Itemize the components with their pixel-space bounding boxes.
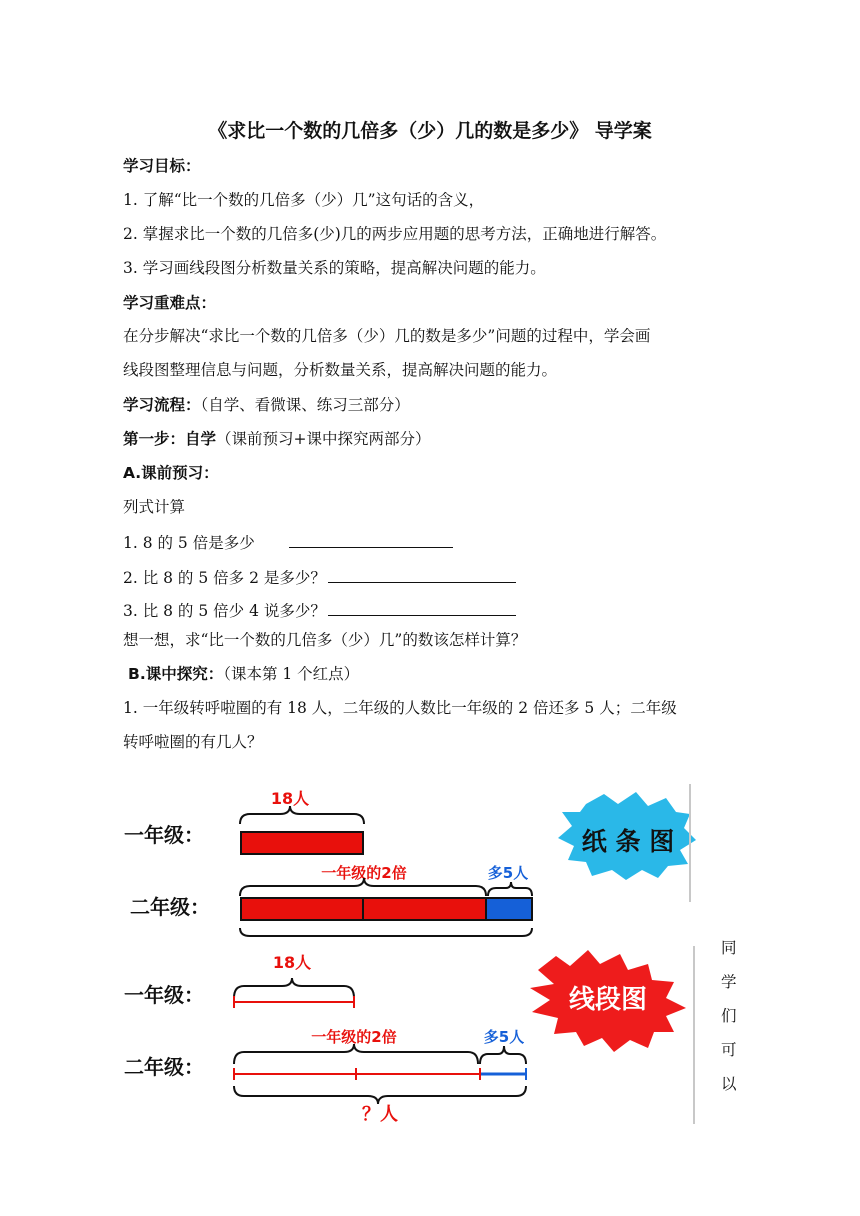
grade2-label: 二年级： — [124, 1055, 204, 1079]
double-label: 一年级的2倍 — [311, 1028, 397, 1046]
process-text: （自学、看微课、练习三部分） — [200, 396, 410, 414]
problem-line: 转呼啦圈的有几人？ — [123, 733, 263, 751]
question-text: 3. 比 8 的 5 倍少 4 说多少？ — [123, 602, 326, 620]
preview-question-2 — [123, 566, 516, 588]
double-label: 一年级的2倍 — [321, 864, 407, 882]
process-line — [123, 395, 410, 415]
side-text-char: 们 — [721, 1007, 737, 1025]
think-prompt: 想一想，求“比一个数的几倍多（少）几”的数该怎样计算？ — [123, 631, 527, 649]
total-brace — [240, 928, 532, 936]
grade1-count-label: 18人 — [272, 953, 312, 972]
side-text-char: 以 — [721, 1075, 737, 1093]
question-text: 2. 比 8 的 5 倍多 2 是多少？ — [123, 569, 326, 587]
line-diagram — [118, 946, 698, 1126]
extra-brace — [480, 1046, 526, 1064]
answer-blank[interactable] — [289, 531, 453, 548]
extra-brace — [488, 882, 532, 896]
grade2-strip-part — [241, 898, 363, 920]
problem-line: 1. 一年级转呼啦圈的有 18 人，二年级的人数比一年级的 2 倍还多 5 人；二年级 — [123, 699, 677, 717]
objectives-heading: 学习目标： — [123, 157, 201, 175]
key-points-line: 线段图整理信息与问题，分析数量关系，提高解决问题的能力。 — [123, 361, 558, 379]
grade1-label: 一年级： — [124, 983, 204, 1007]
side-text-char: 同 — [721, 939, 737, 957]
side-text-char: 可 — [721, 1041, 737, 1059]
key-points-line: 在分步解决“求比一个数的几倍多（少）几的数是多少”问题的过程中，学会画 — [123, 327, 651, 345]
preview-heading: A.课前预习： — [123, 464, 219, 482]
side-text-char: 学 — [721, 973, 737, 991]
key-points-heading: 学习重难点： — [123, 294, 217, 312]
explore-line — [128, 664, 359, 684]
extra-label: 多5人 — [487, 864, 529, 882]
preview-intro: 列式计算 — [123, 498, 186, 516]
objective-item: 2. 掌握求比一个数的几倍多(少)几的两步应用题的思考方法，正确地进行解答。 — [123, 225, 667, 243]
answer-blank[interactable] — [328, 599, 516, 616]
extra-label: 多5人 — [483, 1028, 525, 1046]
double-brace — [234, 1044, 478, 1064]
preview-question-3 — [123, 599, 516, 621]
grade2-strip-part — [363, 898, 486, 920]
explore-heading: B.课中探究： — [128, 665, 224, 683]
grade1-brace — [234, 978, 354, 998]
preview-question-1 — [123, 531, 453, 553]
question-label: ？人 — [362, 1104, 398, 1125]
grade1-strip — [241, 832, 363, 854]
strip-badge-text: 纸 条 图 — [581, 827, 675, 856]
objective-item: 1. 了解“比一个数的几倍多（少）几”这句话的含义， — [123, 191, 485, 209]
grade1-count-label: 18人 — [270, 789, 310, 808]
total-brace — [234, 1086, 526, 1104]
strip-diagram — [118, 782, 698, 948]
double-brace — [240, 878, 486, 896]
step1-line — [123, 429, 431, 449]
answer-blank[interactable] — [328, 566, 516, 583]
grade1-brace — [240, 806, 364, 824]
objective-item: 3. 学习画线段图分析数量关系的策略，提高解决问题的能力。 — [123, 259, 546, 277]
grade2-label: 二年级： — [130, 895, 210, 919]
line-badge-text: 线段图 — [568, 985, 648, 1015]
step1-text: （课前预习+课中探究两部分） — [216, 430, 431, 448]
page-title: 《求比一个数的几倍多（少）几的数是多少》 导学案 — [208, 120, 652, 142]
question-text: 1. 8 的 5 倍是多少 — [123, 534, 255, 552]
process-heading: 学习流程： — [123, 396, 201, 414]
grade2-strip-extra — [486, 898, 532, 920]
explore-text: （课本第 1 个红点） — [223, 665, 360, 683]
step1-heading: 第一步：自学 — [123, 430, 217, 448]
grade1-label: 一年级： — [124, 823, 204, 847]
